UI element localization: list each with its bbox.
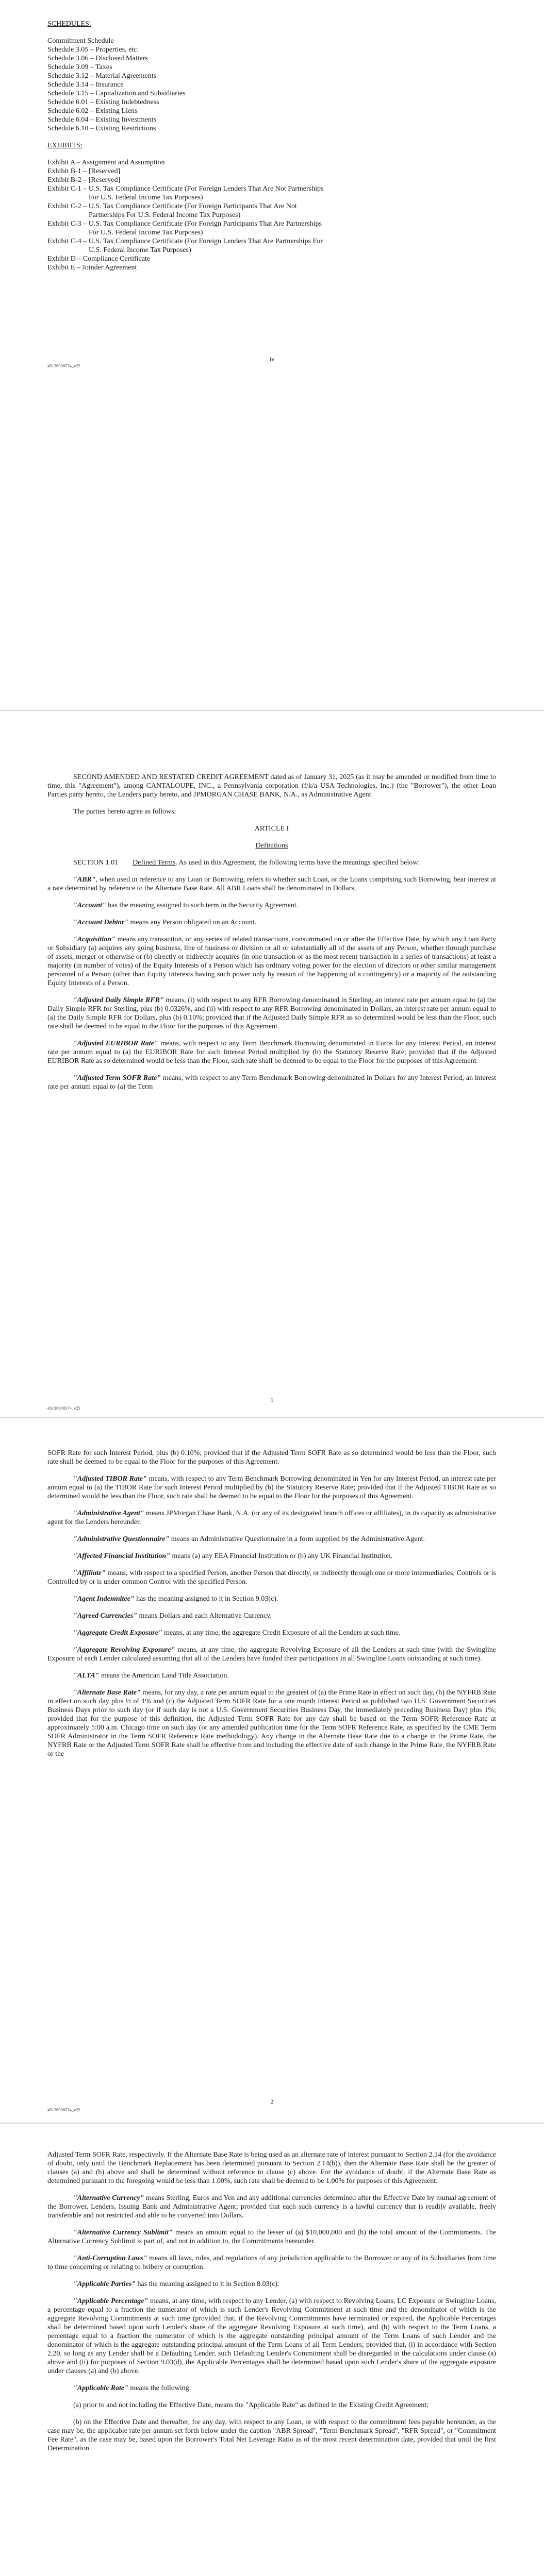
defined-term: "Anti-Corruption Laws"	[73, 2255, 147, 2262]
page-number: 1	[270, 1396, 274, 1403]
definition	[47, 2297, 496, 2376]
defined-term: "Applicable Rate"	[73, 2384, 128, 2392]
definition-text: has the meaning assigned to it in Section 9.03(c).	[134, 1595, 278, 1603]
defined-term: "Applicable Percentage"	[73, 2297, 149, 2305]
page-3-body	[47, 2150, 496, 2461]
definition	[47, 1074, 496, 1091]
definition	[47, 996, 496, 1031]
continued-definition: SOFR Rate for such Interest Period, plus (b) 0.10%; provided that if the Adjusted Term SOFR Rate as so determined would be less than the Floor, such rate shall be deemed to be equal to the Floor for the purposes of this Agreement.	[47, 1449, 496, 1466]
defined-term: "Administrative Agent"	[73, 1510, 144, 1517]
definition	[47, 1569, 496, 1586]
schedule-item: Commitment Schedule	[47, 37, 114, 45]
page-1-body	[47, 773, 496, 1099]
article-title: Definitions	[255, 842, 288, 850]
exhibit-item-continued: For U.S. Federal Income Tax Purposes)	[89, 229, 203, 236]
defined-term: "Adjusted Daily Simple RFR"	[73, 996, 164, 1004]
definition	[47, 1509, 496, 1527]
definition-text: means the American Land Title Association.	[99, 1672, 229, 1680]
definition	[47, 875, 496, 893]
defined-term: "Administrative Questionnaire"	[73, 1535, 170, 1543]
exhibit-item: Exhibit E – Joinder Agreement	[47, 264, 137, 272]
definition	[47, 1629, 496, 1637]
defined-term: "Alternative Currency"	[73, 2194, 144, 2202]
defined-term: "Agent Indemnitee"	[73, 1595, 135, 1603]
definition	[47, 2254, 496, 2272]
defined-term: "ABR"	[73, 876, 96, 884]
schedule-item: Schedule 3.09 – Taxes	[47, 63, 112, 71]
definition-text: means all laws, rules, and regulations of any jurisdiction applicable to the Borrower or any of its Subsidiaries from time to time concerning or relating to bribery or corruption.	[47, 2255, 496, 2271]
definition-text: means (a) any EEA Financial Institution or (b) any UK Financial Institution.	[170, 1552, 393, 1560]
exhibit-item: Exhibit B-2 – [Reserved]	[47, 176, 121, 184]
exhibit-item: Exhibit D – Compliance Certificate	[47, 255, 151, 263]
schedule-item: Schedule 6.04 – Existing Investments	[47, 116, 157, 124]
document-id: 45136908574_v25	[47, 2107, 80, 2112]
defined-term: "Agreed Currencies"	[73, 1612, 138, 1620]
article-heading: ARTICLE I	[254, 825, 289, 833]
section-number: SECTION 1.01	[73, 859, 119, 867]
defined-term: "Alternative Currency Sublimit"	[73, 2229, 173, 2236]
page-2-body	[47, 1449, 496, 1767]
applicable-rate-clause-a: (a) prior to and not including the Effective Date, means the "Applicable Rate" as defined in the Existing Credit Agreement;	[73, 2401, 429, 2409]
definition-text: , when used in reference to any Loan or Borrowing, refers to whether such Loan, or the Loans comprising such Borrowing, bear interest at a rate determined by reference to the Alternate Base Rate. All ABR Loans shall be denominated in Dollars.	[47, 876, 496, 892]
page-number: iv	[269, 355, 275, 363]
page-schedules-exhibits	[0, 0, 544, 710]
defined-term: "Affected Financial Institution"	[73, 1552, 170, 1560]
defined-term: "Applicable Parties"	[73, 2280, 136, 2288]
definition-text: means, for any day, a rate per annum equal to the greatest of (a) the Prime Rate in effect on such day, (b) the NYFRB Rate in effect on such day plus ½ of 1% and (c) the Adjusted Term SOFR Rate for a one month Interest Period as published two U.S. Government Securities Business Days prior to such day (or if such day is not a U.S. Government Securities Business Day, the immediately preceding Business Day) plus 1%; provided that for the purpose of this definition, the Adjusted Term SOFR Rate for any day shall be based on the Term SOFR Reference Rate at approximately 5:00 a.m. Chicago time on such day (or any amended publication time for the Term SOFR Reference Rate, as specified by the CME Term SOFR Administrator in the Term SOFR Reference Rate methodology). Any change in the Alternate Base Rate due to a change in the Prime Rate, the NYFRB Rate or the Adjusted Term SOFR Rate shall be effective from and including the effective date of such change in the Prime Rate, the NYFRB Rate or the	[47, 1689, 497, 1758]
definition-text: means, at any time, with respect to any Lender, (a) with respect to Revolving Loans, LC Exposure or Swingline Loans, a percentage equal to a fraction the numerator of which is such Lender's Revolving Commitment at such time and the denominator of which is the aggregate Revolving Commitments at such time (provided that, if the Revolving Commitments have terminated or expired, the Applicable Percentages shall be determined based upon such Lender's share of the aggregate Revolving Exposure at such time), and (b) with respect to the Term Loans, a percentage equal to a fraction the numerator of which is the aggregate outstanding principal amount of the Term Loans of such Lender and the denominator of which is the aggregate outstanding principal amount of the Term Loans of all Term Lenders; provided that, (i) in accordance with Section 2.20, so long as any Lender shall be a Defaulting Lender, such Defaulting Lender's Commitment shall be disregarded in the calculations under clause (a) above and (ii) for purposes of Section 9.03(d), the Applicable Percentages shall be determined based upon such Lender's share of the aggregate exposure under clauses (a) and (b) above.	[47, 2297, 496, 2375]
schedule-item: Schedule 3.06 – Disclosed Matters	[47, 55, 148, 62]
schedules-list	[47, 37, 496, 133]
definition	[47, 2280, 496, 2289]
schedule-item: Schedule 6.01 – Existing Indebtedness	[47, 98, 159, 106]
definition	[47, 1535, 496, 1544]
definitions-list	[47, 1475, 496, 1758]
definition-text: means Dollars and each Alternative Currency.	[137, 1612, 272, 1620]
exhibit-item: Exhibit C-4 – U.S. Tax Compliance Certificate (For Foreign Lenders That Are Partnerships For	[47, 238, 323, 245]
parties-agree: The parties hereto agree as follows:	[73, 808, 176, 816]
defined-term: "ALTA"	[73, 1672, 100, 1680]
definition	[47, 918, 496, 927]
definition-text: means Sterling, Euros and Yen and any additional currencies determined after the Effective Date by mutual agreement of the Borrower, Lenders, Issuing Bank and Administrative Agent; provided that each such currency is a lawful currency that is readily available, freely transferable and not restricted and able to be converted into Dollars.	[47, 2194, 497, 2219]
definition	[47, 901, 496, 910]
definition-text: means any transaction, or any series of related transactions, consummated on or after the Effective Date, by which any Loan Party or Subsidiary (a) acquires any going business, line of business or division or all or substantially all of the assets of any Person, whether through purchase of assets, merger or otherwise or (b) directly or indirectly acquires (in one transaction or as the most recent transaction in a series of transactions) at least a majority (in number of votes) of the Equity Interests of a Person which has ordinary voting power for the election of directors or other similar management personnel of a Person (other than Equity Interests having such power only by reason of the happening of a contingency) or a majority of the outstanding Equity Interests of a Person.	[47, 936, 496, 987]
document-id: 45136908574_v25	[47, 363, 80, 368]
schedule-item: Schedule 6.10 – Existing Restrictions	[47, 125, 156, 132]
applicable-rate-clause-b: (b) on the Effective Date and thereafter, for any day, with respect to any Loan, or with respect to the commitment fees payable hereunder, as the case may be, the applicable rate per annum set forth below under the caption "ABR Spread", "Term Benchmark Spread", "RFR Spread", or "Commitment Fee Rate", as the case may be, based upon the Borrower's Total Net Leverage Ratio as of the most recent determination date, provided that until the first Determination	[47, 2418, 496, 2452]
definition-text: means, at any time, the aggregate Revolving Exposure of all the Lenders at such time (with the Swingline Exposure of each Lender calculated assuming that all of the Lenders have funded their participations in all Swingline Loans outstanding at such time).	[47, 1646, 496, 1663]
definition-text: means, at any time, the aggregate Credit Exposure of all the Lenders at such time.	[162, 1629, 401, 1637]
schedule-item: Schedule 3.05 – Properties, etc.	[47, 46, 139, 54]
definition-text: means, with respect to a specified Person, another Person that directly, or indirectly through one or more intermediaries, Controls or is Controlled by or is under common Control with the specified Person.	[47, 1569, 496, 1586]
page-3	[0, 2124, 544, 2576]
agreement-intro: SECOND AMENDED AND RESTATED CREDIT AGREEMENT dated as of January 31, 2025 (as it may be amended or modified from time to time, this "Agreement"), among CANTALOUPE, INC., a Pennsylvania corporation (f/k/a USA Technologies, Inc.) (the "Borrower"), the other Loan Parties party hereto, the Lenders party hereto, and JPMORGAN CHASE BANK, N.A., as Administrative Agent.	[47, 773, 496, 799]
exhibit-item: Exhibit C-1 – U.S. Tax Compliance Certificate (For Foreign Lenders That Are Not Partnerships	[47, 185, 324, 193]
definition	[47, 2384, 496, 2393]
exhibit-item: Exhibit C-2 – U.S. Tax Compliance Certificate (For Foreign Participants That Are Not	[47, 202, 297, 210]
defined-term: "Adjusted TIBOR Rate"	[73, 1475, 147, 1483]
document-id: 45136908574_v25	[47, 1405, 80, 1411]
definition	[47, 2228, 496, 2246]
definition-text: means the following:	[128, 2384, 191, 2392]
schedule-item: Schedule 3.14 – Insurance	[47, 81, 124, 89]
schedule-item: Schedule 6.02 – Existing Liens	[47, 107, 138, 115]
defined-term: "Adjusted Term SOFR Rate"	[73, 1074, 161, 1082]
definition	[47, 1646, 496, 1663]
definition-text: means, with respect to any Term Benchmark Borrowing denominated in Dollars for any Interest Period, an interest rate per annum equal to (a) the Term	[47, 1074, 496, 1091]
definition-text: means an Administrative Questionnaire in a form supplied by the Administrative Agent.	[169, 1535, 425, 1543]
page-1	[0, 711, 544, 1417]
exhibits-heading: EXHIBITS:	[47, 142, 83, 149]
page-number: 2	[270, 2098, 274, 2105]
definition	[47, 1688, 496, 1758]
exhibit-item: Exhibit A – Assignment and Assumption	[47, 159, 165, 166]
definition-text: means an amount equal to the lesser of (a) $10,000,000 and (b) the total amount of the Commitments. The Alternative Currency Sublimit is part of, and not in addition to, the Commitments hereunder.	[47, 2229, 496, 2245]
schedule-item: Schedule 3.12 – Material Agreements	[47, 72, 157, 80]
schedules-heading: SCHEDULES:	[47, 20, 91, 28]
definition-text: means, with respect to any Term Benchmark Borrowing denominated in Euros for any Interest Period, an interest rate per annum equal to (a) the EURIBOR Rate for such Interest Period multiplied by (b) the Statutory Reserve Rate; provided that if the Adjusted EURIBOR Rate as so determined would be less than the Floor, such rate shall be deemed to be equal to the Floor for the purposes of this Agreement.	[47, 1040, 496, 1065]
definition-text: means, (i) with respect to any RFR Borrowing denominated in Sterling, an interest rate per annum equal to (a) the Daily Simple RFR for Sterling, plus (b) 0.0326%, and (ii) with respect to any RFR Borrowing denominated in Dollars, an interest rate per annum equal to (a) the Daily Simple RFR for Dollars, plus (b) 0.10%; provided that if the Adjusted Daily Simple RFR as so determined would be less than the Floor, such rate shall be deemed to be equal to the Floor for the purposes of this Agreement.	[47, 996, 497, 1030]
defined-term: "Aggregate Revolving Exposure"	[73, 1646, 175, 1654]
definition-text: means, with respect to any Term Benchmark Borrowing denominated in Yen for any Interest Period, an interest rate per annum equal to (a) the TIBOR Rate for such Interest Period multiplied by (b) the Statutory Reserve Rate; provided that if the Adjusted TIBOR Rate as so determined would be less than the Floor, such rate shall be deemed to be equal to the Floor for the purposes of this Agreement.	[47, 1475, 496, 1500]
defined-term: "Acquisition"	[73, 936, 116, 943]
definition	[47, 2194, 496, 2220]
definition-text: means any Person obligated on an Account.	[128, 919, 256, 926]
section-1-01	[47, 858, 496, 867]
section-intro: . As used in this Agreement, the following terms have the meanings specified below:	[175, 859, 420, 867]
schedules-section	[47, 20, 496, 272]
exhibit-item-continued: For U.S. Federal Income Tax Purposes)	[89, 194, 203, 201]
exhibit-item-continued: Partnerships For U.S. Federal Income Tax Purposes)	[89, 211, 241, 219]
definition	[47, 935, 496, 988]
definition-text: has the meaning assigned to it in Section 8.03(c).	[135, 2280, 279, 2288]
continued-definition: Adjusted Term SOFR Rate, respectively. If the Alternate Base Rate is being used as an alternate rate of interest pursuant to Section 2.14 (for the avoidance of doubt, only until the Benchmark Replacement has been determined pursuant to Section 2.14(b)), then the Alternate Base Rate shall be the greater of clauses (a) and (b) above and shall be determined without reference to clause (c) above. For the avoidance of doubt, if the Alternate Base Rate as determined pursuant to the foregoing would be less than 1.00%, such rate shall be deemed to be 1.00% for purposes of this Agreement.	[47, 2151, 496, 2185]
definition	[47, 1612, 496, 1620]
defined-term: "Aggregate Credit Exposure"	[73, 1629, 162, 1637]
definition	[47, 1671, 496, 1680]
definitions-list	[47, 2194, 496, 2393]
definition	[47, 1595, 496, 1603]
definition	[47, 1552, 496, 1561]
exhibit-item: Exhibit C-3 – U.S. Tax Compliance Certificate (For Foreign Participants That Are Partnerships	[47, 220, 322, 228]
definitions-list	[47, 875, 496, 1091]
defined-term: "Account"	[73, 902, 106, 909]
definition	[47, 1475, 496, 1501]
exhibit-item-continued: U.S. Federal Income Tax Purposes)	[89, 246, 191, 254]
page-2	[0, 1418, 544, 2123]
definition-text: has the meaning assigned to such term in the Security Agreement.	[106, 902, 299, 909]
schedule-item: Schedule 3.15 – Capitalization and Subsidiaries	[47, 90, 186, 97]
section-title: Defined Terms	[133, 859, 176, 867]
definition-text: means JPMorgan Chase Bank, N.A. (or any of its designated branch offices or affiliates), in its capacity as administrative agent for the Lenders hereunder.	[47, 1510, 496, 1526]
defined-term: "Account Debtor"	[73, 919, 128, 926]
defined-term: "Adjusted EURIBOR Rate"	[73, 1040, 158, 1047]
definition	[47, 1039, 496, 1065]
defined-term: "Affiliate"	[73, 1569, 106, 1577]
exhibits-list	[47, 158, 496, 272]
defined-term: "Alternate Base Rate"	[73, 1689, 141, 1697]
exhibit-item: Exhibit B-1 – [Reserved]	[47, 167, 121, 175]
